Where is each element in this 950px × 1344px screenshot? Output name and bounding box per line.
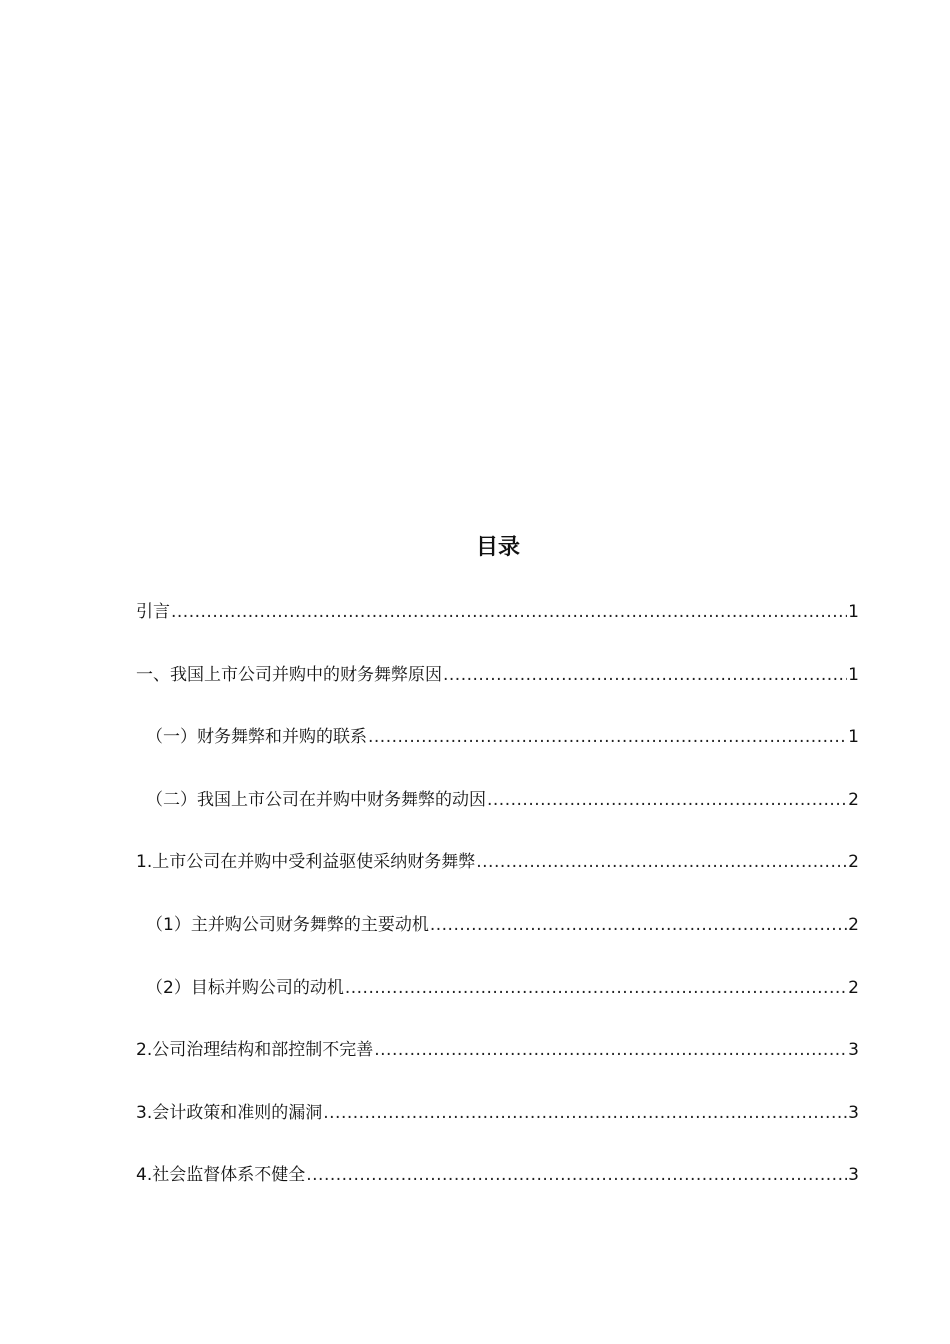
toc-dot-leader	[306, 1161, 847, 1189]
toc-dot-leader	[430, 911, 847, 939]
toc-entry[interactable]	[136, 723, 859, 786]
toc-dot-leader	[171, 598, 847, 626]
toc-page-number: 2	[848, 977, 859, 998]
toc-page-number: 3	[848, 1040, 859, 1061]
toc-dot-leader	[323, 1099, 847, 1127]
toc-entry-label: （一）财务舞弊和并购的联系	[146, 727, 367, 748]
toc-page-number: 3	[848, 1165, 859, 1186]
toc-dot-leader	[374, 1036, 847, 1064]
toc-entry-label: 引言	[136, 602, 170, 622]
toc-entry-label: 4.社会监督体系不健全	[136, 1165, 306, 1186]
toc-entry-label: 2.公司治理结构和部控制不完善	[136, 1040, 374, 1061]
table-of-contents	[136, 598, 859, 1224]
toc-entry[interactable]	[136, 1036, 859, 1099]
toc-dot-leader	[476, 848, 847, 876]
toc-entry[interactable]	[136, 1161, 859, 1224]
toc-page-number: 2	[848, 789, 859, 810]
toc-entry-label: （二）我国上市公司在并购中财务舞弊的动因	[146, 789, 486, 810]
toc-entry[interactable]	[136, 974, 859, 1037]
toc-page-number: 1	[848, 727, 859, 748]
toc-entry-label: 3.会计政策和准则的漏洞	[136, 1102, 323, 1123]
toc-entry[interactable]	[136, 911, 859, 974]
toc-dot-leader	[345, 974, 847, 1002]
toc-entry[interactable]	[136, 848, 859, 911]
toc-entry-label: （1）主并购公司财务舞弊的主要动机	[146, 914, 429, 935]
toc-entry-label: 一、我国上市公司并购中的财务舞弊原因	[136, 664, 442, 685]
toc-page-number: 1	[848, 602, 859, 622]
toc-entry[interactable]	[136, 661, 859, 724]
toc-page-number: 2	[848, 914, 859, 935]
toc-page-number: 1	[848, 664, 859, 685]
toc-entry[interactable]	[136, 1099, 859, 1162]
toc-entry-label: 1.上市公司在并购中受利益驱使采纳财务舞弊	[136, 852, 476, 873]
toc-page-number: 2	[848, 852, 859, 873]
toc-entry[interactable]	[136, 598, 859, 661]
toc-page-number: 3	[848, 1102, 859, 1123]
toc-dot-leader	[487, 786, 847, 814]
toc-dot-leader	[443, 661, 847, 689]
toc-title: 目录	[475, 535, 520, 560]
toc-dot-leader	[368, 723, 847, 751]
toc-entry[interactable]	[136, 786, 859, 849]
toc-entry-label: （2）目标并购公司的动机	[146, 977, 344, 998]
